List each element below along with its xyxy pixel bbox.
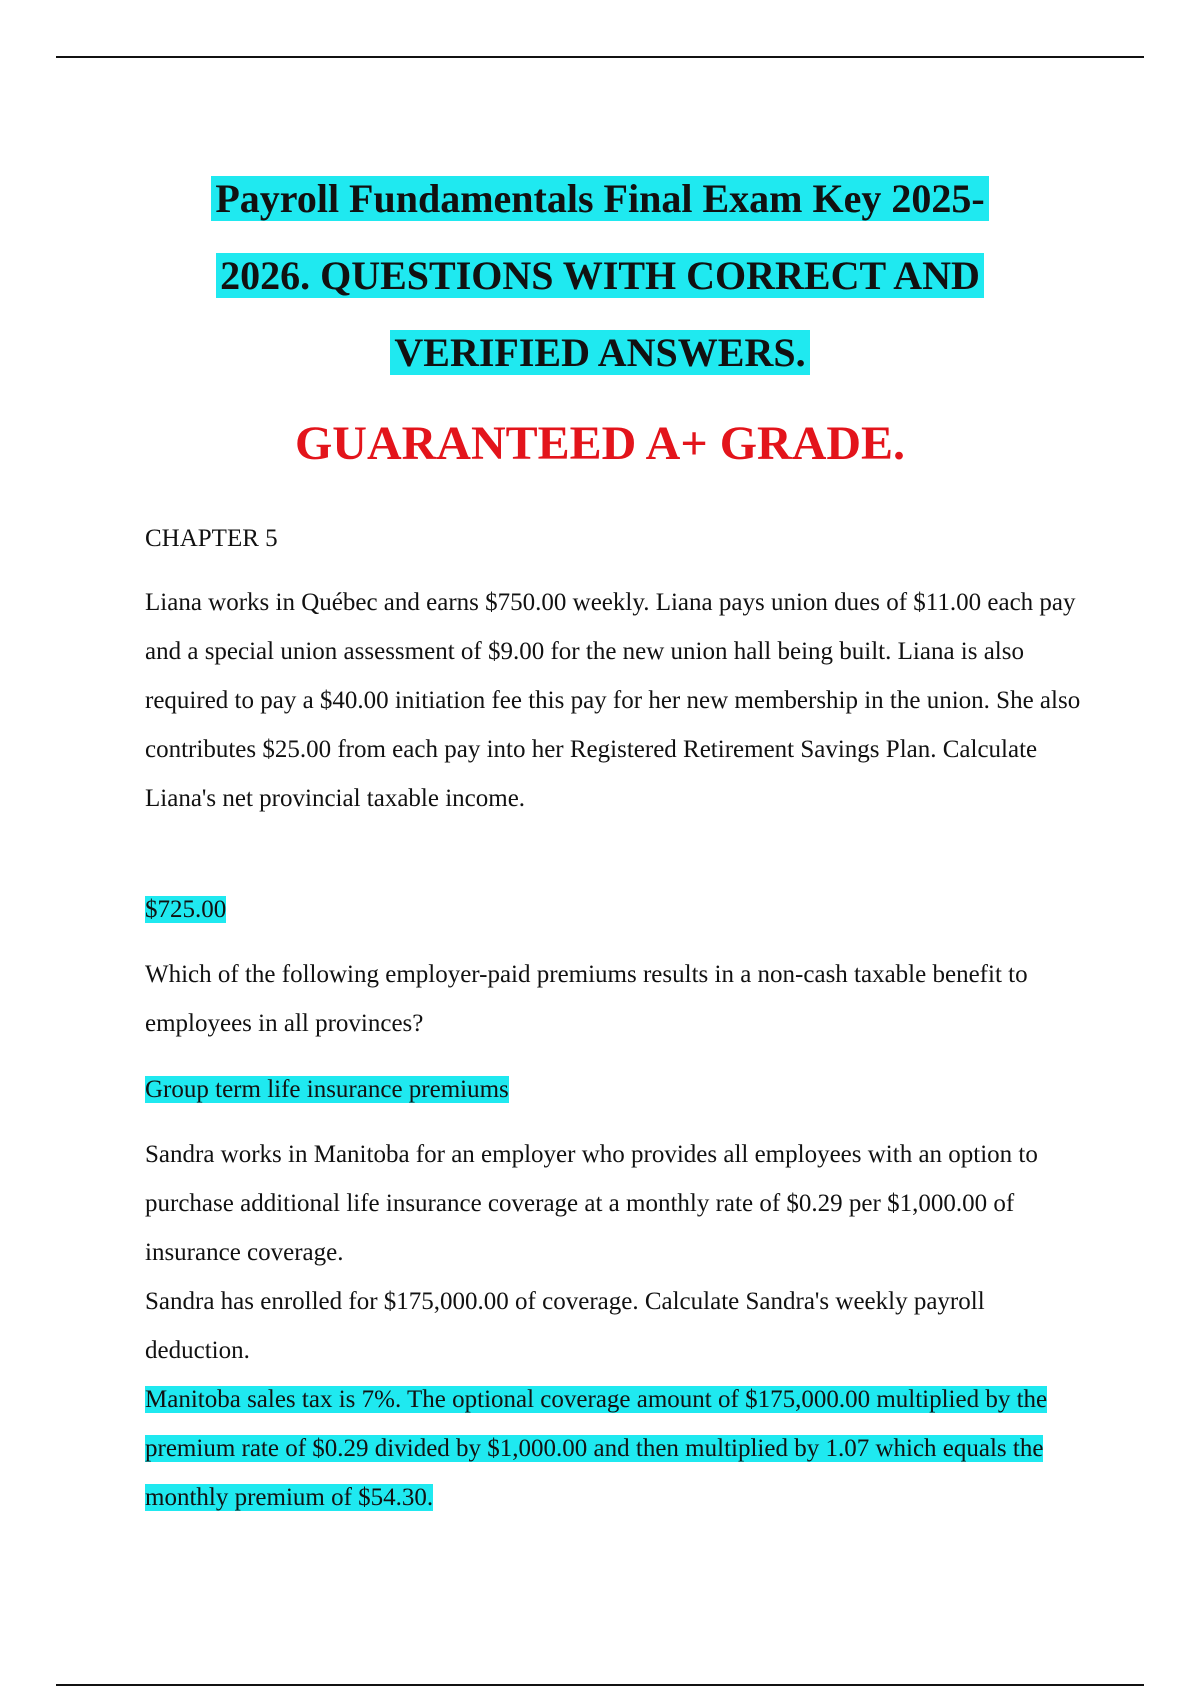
- question-2: Which of the following employer-paid premiums results in a non-cash taxable benefit to employees in all provinces?: [145, 961, 1028, 1037]
- question-3: [145, 1130, 1090, 1522]
- top-rule: [56, 56, 1144, 58]
- answer-2: [145, 1065, 1090, 1114]
- answer-1: [145, 885, 1090, 934]
- title-line-1: Payroll Fundamentals Final Exam Key 2025-: [211, 176, 988, 221]
- answer-1-text: $725.00: [145, 896, 227, 923]
- title-line-2: 2026. QUESTIONS WITH CORRECT AND: [216, 253, 984, 298]
- bottom-rule: [56, 1684, 1144, 1686]
- answer-3: [145, 1375, 1090, 1522]
- answer-3-text: Manitoba sales tax is 7%. The optional coverage amount of $175,000.00 multiplied by the premium rate of $0.29 divided by $1,000.00 and then multiplied by 1.07 which equals the monthly premium of $54.30.: [145, 1386, 1048, 1511]
- question-1: Liana works in Québec and earns $750.00 weekly. Liana pays union dues of $11.00 each pay and a special union assessment of $9.00 for the new union hall being built. Liana is also required to pay a $40.00 initiation fee this pay for her new membership in the union. She also contributes $25.00 from each pay into her Registered Retirement Savings Plan. Calculate Liana's net provincial taxable income.: [145, 589, 1081, 812]
- answer-2-text: Group term life insurance premiums: [145, 1076, 509, 1103]
- grade-tagline: GUARANTEED A+ GRADE.: [294, 417, 906, 470]
- document-title: [150, 160, 1050, 391]
- question-3-part-1: Sandra works in Manitoba for an employer who provides all employees with an option to purchase additional life insurance coverage at a monthly rate of $0.29 per $1,000.00 of insurance coverage.: [145, 1141, 1038, 1266]
- title-line-3: VERIFIED ANSWERS.: [390, 330, 809, 375]
- chapter-heading: CHAPTER 5: [145, 525, 278, 552]
- question-3-part-2: Sandra has enrolled for $175,000.00 of coverage. Calculate Sandra's weekly payroll deduction.: [145, 1288, 985, 1364]
